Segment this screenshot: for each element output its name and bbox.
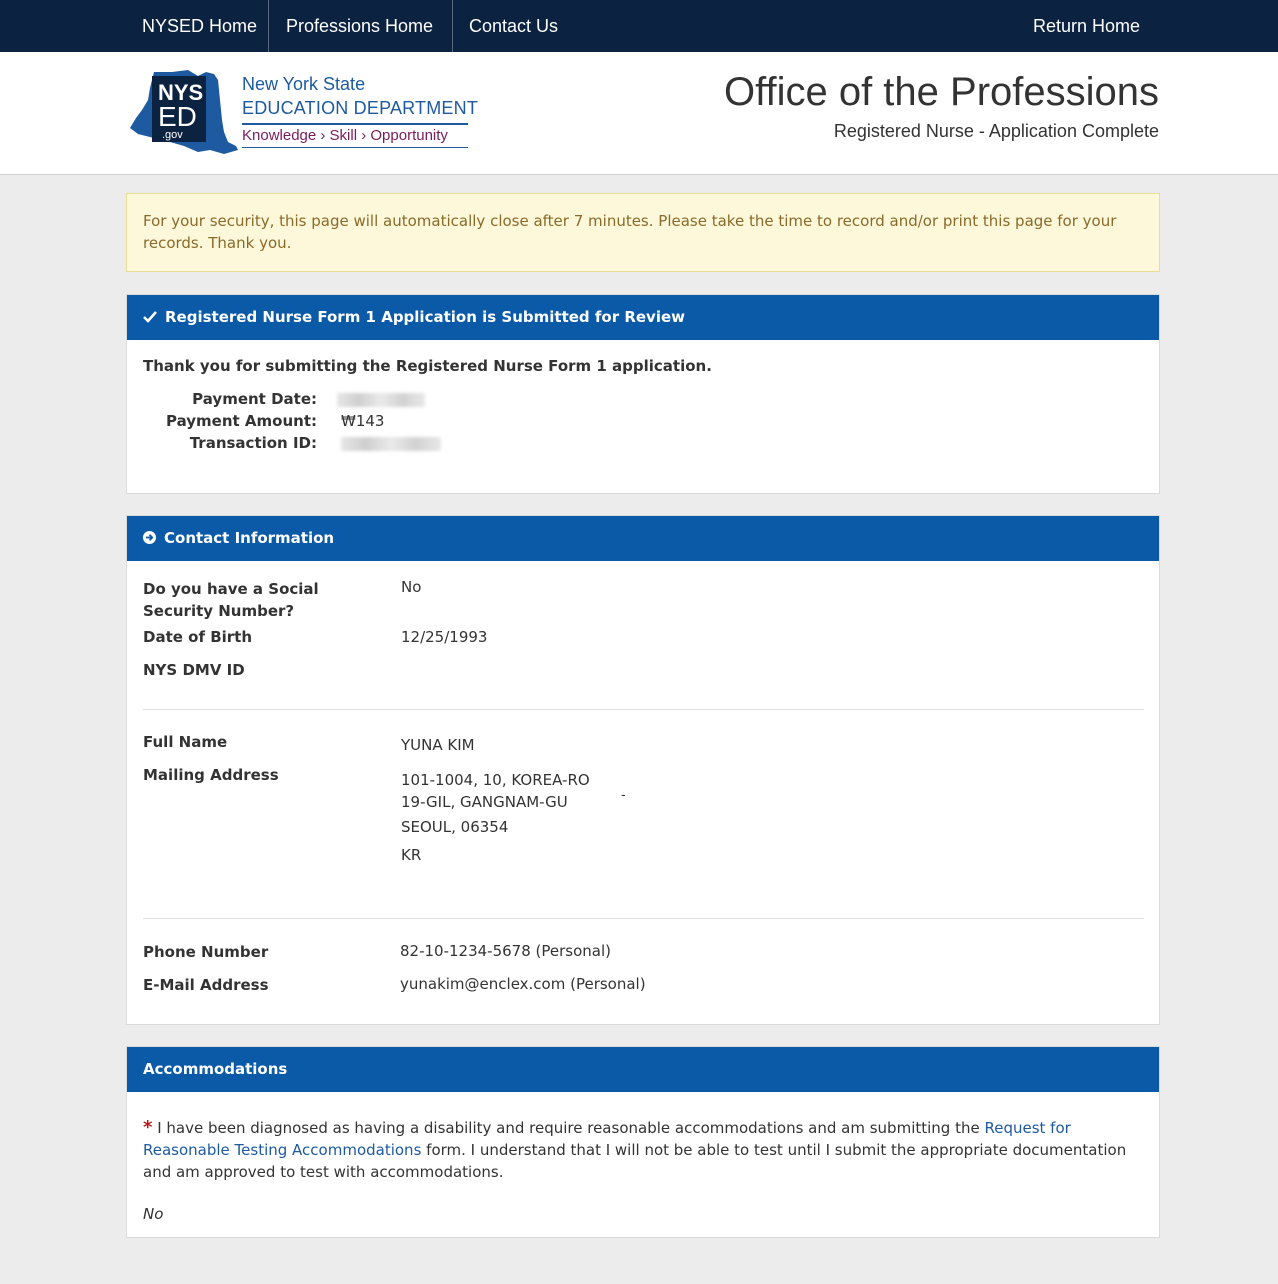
logo-mark-mid: ED xyxy=(158,101,197,132)
section-divider xyxy=(143,709,1144,710)
nav-professions-home[interactable]: Professions Home xyxy=(286,16,434,36)
accommodations-form-link[interactable]: Request for Reasonable Testing Accommodations xyxy=(143,1119,1071,1159)
address-dash: - xyxy=(621,788,626,803)
thank-you-text: Thank you for submitting the Registered Nurse Form 1 application. xyxy=(143,357,712,375)
logo-divider xyxy=(242,123,468,125)
logo-divider xyxy=(242,147,468,148)
page-title: Office of the Professions xyxy=(723,70,1159,114)
page-subtitle: Registered Nurse - Application Complete xyxy=(833,121,1159,141)
dob-label: Date of Birth xyxy=(143,628,253,646)
submitted-panel-header xyxy=(127,295,1159,340)
logo-mark-top: NYS xyxy=(158,80,204,105)
submitted-heading: Registered Nurse Form 1 Application is Submitted for Review xyxy=(165,308,685,326)
transaction-id-label: Transaction ID: xyxy=(189,434,317,452)
section-divider xyxy=(143,918,1144,919)
accommodations-text-after: form. I understand that I will not be able to test until I submit the appropriate documentation and am approved to test with accommodations. xyxy=(143,1141,1127,1181)
email-value: yunakim@enclex.com (Personal) xyxy=(400,975,646,993)
accommodations-heading: Accommodations xyxy=(143,1060,288,1078)
payment-amount-label: Payment Amount: xyxy=(166,412,317,430)
phone-label: Phone Number xyxy=(143,943,269,961)
nysed-logo-icon[interactable] xyxy=(128,70,240,158)
accommodations-panel-header xyxy=(127,1047,1159,1092)
arrow-circle-right-icon xyxy=(143,531,156,544)
nav-nysed-home[interactable]: NYSED Home xyxy=(142,16,258,36)
contact-heading: Contact Information xyxy=(164,529,335,547)
address-line-1: 101-1004, 10, KOREA-RO 19-GIL, GANGNAM-GU xyxy=(401,771,590,811)
nav-contact-us[interactable]: Contact Us xyxy=(469,16,559,36)
nav-divider xyxy=(452,0,453,52)
nav-return-home[interactable]: Return Home xyxy=(1033,16,1141,36)
logo-tagline: Knowledge › Skill › Opportunity xyxy=(242,127,448,144)
accommodations-panel xyxy=(126,1046,1160,1238)
address-line-2: SEOUL, 06354 xyxy=(401,818,509,836)
nav-divider xyxy=(268,0,269,52)
full-name-label: Full Name xyxy=(143,733,228,751)
logo-line-department: EDUCATION DEPARTMENT xyxy=(242,98,479,118)
full-name-value: YUNA KIM xyxy=(401,736,475,754)
transaction-id-value-redacted xyxy=(341,437,441,451)
submitted-panel xyxy=(126,294,1160,494)
contact-panel-header xyxy=(127,516,1159,561)
ssn-value: No xyxy=(401,578,422,596)
email-label: E-Mail Address xyxy=(143,976,269,994)
phone-value: 82-10-1234-5678 (Personal) xyxy=(400,942,611,960)
address-line-3: KR xyxy=(401,846,422,864)
contact-panel xyxy=(126,515,1160,1025)
accommodations-answer: No xyxy=(143,1205,164,1223)
accommodations-text-before: I have been diagnosed as having a disability and require reasonable accommodations and am submitting the xyxy=(157,1119,980,1137)
dob-value: 12/25/1993 xyxy=(401,628,488,646)
checkmark-icon xyxy=(143,311,157,323)
logo-mark-bottom: .gov xyxy=(162,129,183,141)
accommodations-statement xyxy=(143,1117,1143,1183)
ssn-label: Do you have a Social Security Number? xyxy=(143,580,319,620)
required-marker: * xyxy=(143,1117,153,1138)
payment-date-value-redacted xyxy=(337,393,425,407)
dmv-id-label: NYS DMV ID xyxy=(143,661,245,679)
top-nav xyxy=(0,0,1278,52)
security-alert: For your security, this page will automatically close after 7 minutes. Please take the time to record and/or print this page for your records. Thank you. xyxy=(126,193,1160,272)
logo-line-state: New York State xyxy=(242,74,366,94)
mailing-address-label: Mailing Address xyxy=(143,766,279,784)
payment-date-label: Payment Date: xyxy=(192,390,317,408)
payment-amount-value: ₩143 xyxy=(341,412,385,430)
